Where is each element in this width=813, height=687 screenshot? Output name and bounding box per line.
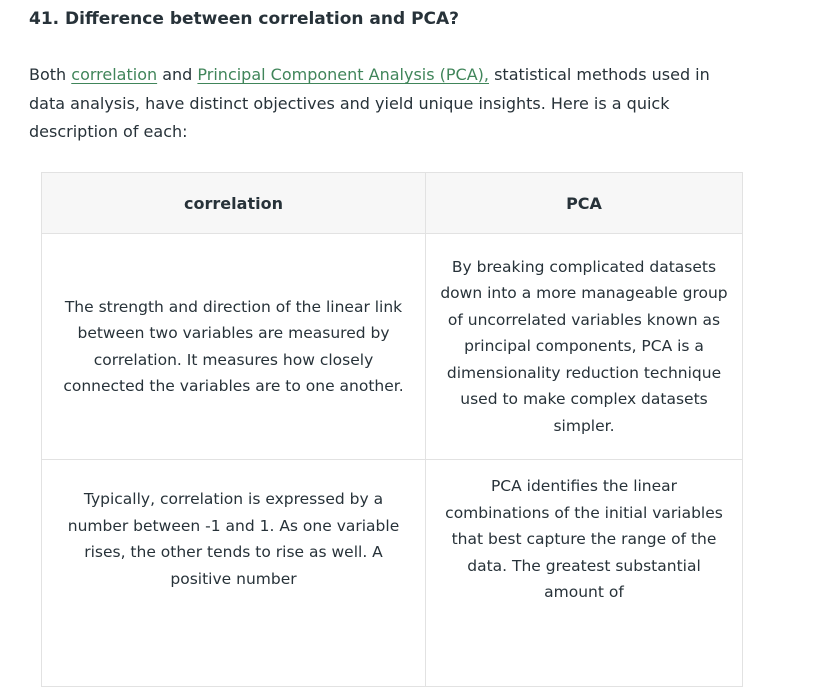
intro-prefix: Both bbox=[29, 65, 72, 84]
header-pca: PCA bbox=[426, 173, 743, 234]
intro-suffix: statistical methods used in data analysis, have distinct objectives and yield unique insights. Here is a quick description of each: bbox=[29, 65, 710, 141]
intro-mid: and bbox=[157, 65, 198, 84]
pca-cell: PCA identifies the linear combinations of the initial variables that best capture the range of the data. The greatest substantial amount of bbox=[426, 460, 743, 687]
pca-link[interactable]: Principal Component Analysis (PCA), bbox=[197, 65, 489, 84]
correlation-cell: Typically, correlation is expressed by a number between -1 and 1. As one variable rises, the other tends to rise as well. A positive number bbox=[42, 460, 426, 687]
table-row bbox=[42, 234, 743, 460]
pca-cell: By breaking complicated datasets down into a more manageable group of uncorrelated variables known as principal components, PCA is a dimensionality reduction technique used to make complex datasets simpler. bbox=[426, 234, 743, 460]
header-correlation: correlation bbox=[42, 173, 426, 234]
table-header-row bbox=[42, 173, 743, 234]
correlation-cell: The strength and direction of the linear link between two variables are measured by correlation. It measures how closely connected the variables are to one another. bbox=[42, 234, 426, 460]
correlation-link[interactable]: correlation bbox=[71, 65, 158, 84]
comparison-table bbox=[41, 172, 743, 687]
question-title: 41. Difference between correlation and PCA? bbox=[29, 9, 460, 29]
intro-paragraph bbox=[29, 61, 749, 147]
table-row bbox=[42, 460, 743, 687]
